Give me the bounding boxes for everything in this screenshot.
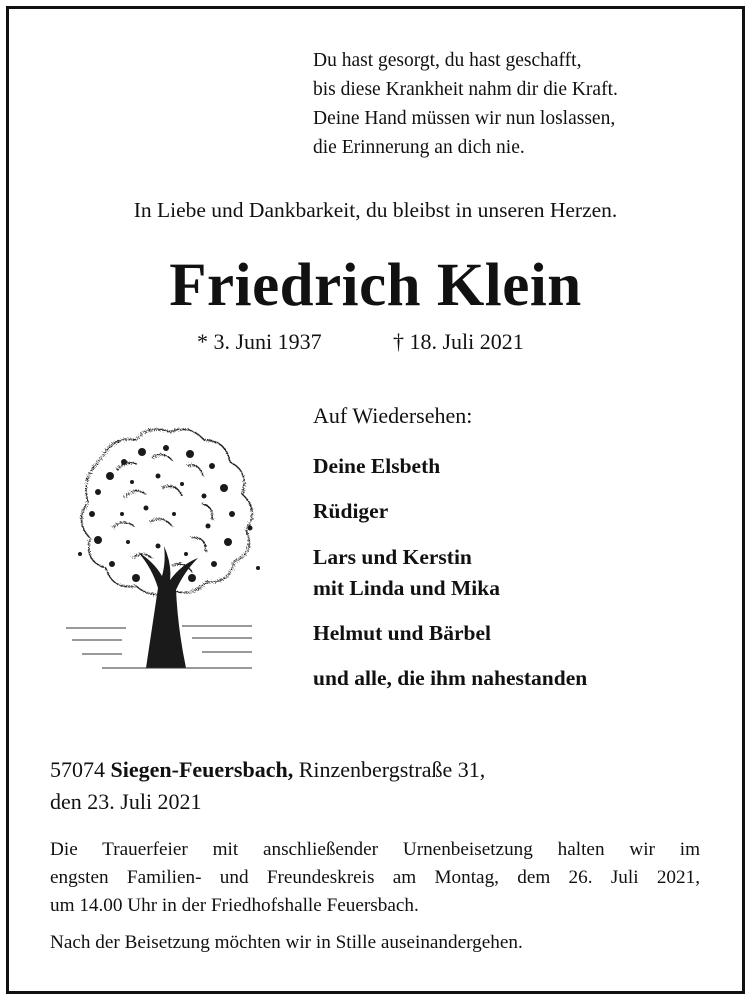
farewell-heading: Auf Wiedersehen: <box>313 403 473 428</box>
poem-line: Du hast gesorgt, du hast geschafft, <box>313 50 582 71</box>
death-date: † 18. Juli 2021 <box>393 329 524 354</box>
ceremony-line: engsten Familien- und Freundeskreis am Montag, dem 26. Juli 2021, <box>50 867 700 888</box>
poem <box>313 46 733 162</box>
notice-date: den 23. Juli 2021 <box>50 789 202 814</box>
ceremony-line: um 14.00 Uhr in der Friedhofshalle Feuersbach. <box>50 895 419 916</box>
ceremony-text <box>50 836 700 920</box>
birth-date: * 3. Juni 1937 <box>197 329 322 354</box>
address-line <box>50 754 485 786</box>
mourner-name: Rüdiger <box>313 499 389 523</box>
mourner-name: mit Linda und Mika <box>313 576 500 600</box>
poem-line: Deine Hand müssen wir nun loslassen, <box>313 108 616 129</box>
mourner-name: und alle, die ihm nahestanden <box>313 666 588 690</box>
deceased-name: Friedrich Klein <box>169 252 582 319</box>
postcode: 57074 <box>50 757 105 782</box>
tree-icon <box>62 418 274 680</box>
ceremony-line: Die Trauerfeier mit anschließender Urnenbeisetzung halten wir im <box>50 839 700 860</box>
poem-line: die Erinnerung an dich nie. <box>313 137 525 158</box>
mourner-name: Deine Elsbeth <box>313 454 441 478</box>
street: Rinzenbergstraße 31, <box>298 757 486 782</box>
address-block <box>50 754 485 818</box>
closing-text: Nach der Beisetzung möchten wir in Stille auseinandergehen. <box>50 932 523 953</box>
city: Siegen-Feuersbach, <box>110 757 294 782</box>
poem-line: bis diese Krankheit nahm dir die Kraft. <box>313 79 618 100</box>
dedication: In Liebe und Dankbarkeit, du bleibst in unseren Herzen. <box>133 198 618 222</box>
mourner-name: Lars und Kerstin <box>313 545 472 569</box>
mourner-name: Helmut und Bärbel <box>313 621 491 645</box>
